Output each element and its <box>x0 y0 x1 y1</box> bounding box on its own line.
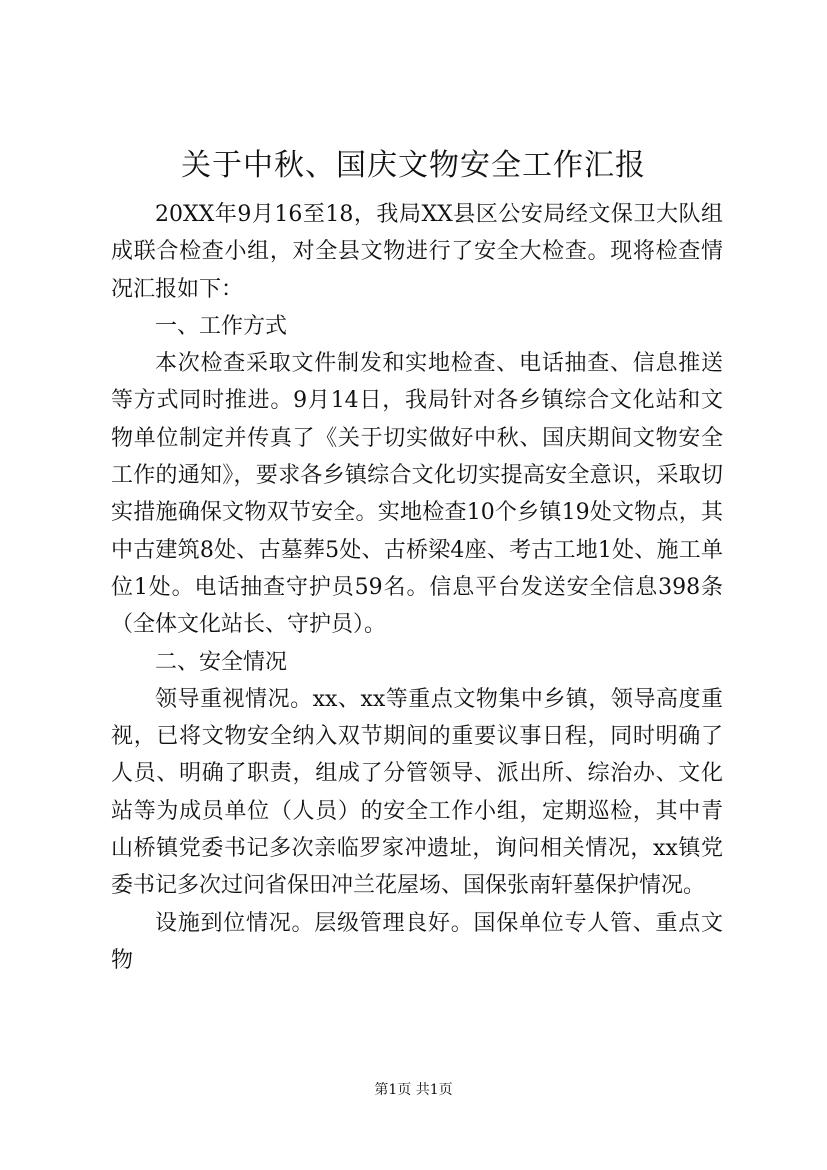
facilities-paragraph: 设施到位情况。层级管理良好。国保单位专人管、重点文物 <box>111 910 723 973</box>
section-heading-work-method: 一、工作方式 <box>155 313 288 339</box>
leadership-paragraph: 领导重视情况。xx、xx等重点文物集中乡镇，领导高度重视，已将文物安全纳入双节期间的重要议事日程，同时明确了人员、明确了职责，组成了分管领导、派出所、综治办、文化站等为成员单位（人员）的安全工作小组，定期巡检，其中青山桥镇党委书记多次亲临罗家冲遗址，询问相关情况，xx镇党委书记多次过问省保田冲兰花屋场、国保张南轩墓保护情况。 <box>111 686 723 899</box>
section-heading-safety-status: 二、安全情况 <box>155 649 288 675</box>
page-number-footer: 第1页 共1页 <box>374 1082 453 1098</box>
document-title: 关于中秋、国庆文物安全工作汇报 <box>181 148 646 183</box>
work-method-paragraph: 本次检查采取文件制发和实地检查、电话抽查、信息推送等方式同时推进。9月14日，我局针对各乡镇综合文化站和文物单位制定并传真了《关于切实做好中秋、国庆期间文物安全工作的通知》，要求各乡镇综合文化切实提高安全意识，采取切实措施确保文物双节安全。实地检查10个乡镇19处文物点，其中古建筑8处、古墓葬5处、古桥梁4座、考古工地1处、施工单位1处。电话抽查守护员59名。信息平台发送安全信息398条（全体文化站长、守护员）。 <box>111 351 723 638</box>
document-body <box>111 196 723 979</box>
intro-paragraph: 20XX年9月16至18，我局XX县区公安局经文保卫大队组成联合检查小组，对全县文物进行了安全大检查。现将检查情况汇报如下： <box>111 202 723 302</box>
